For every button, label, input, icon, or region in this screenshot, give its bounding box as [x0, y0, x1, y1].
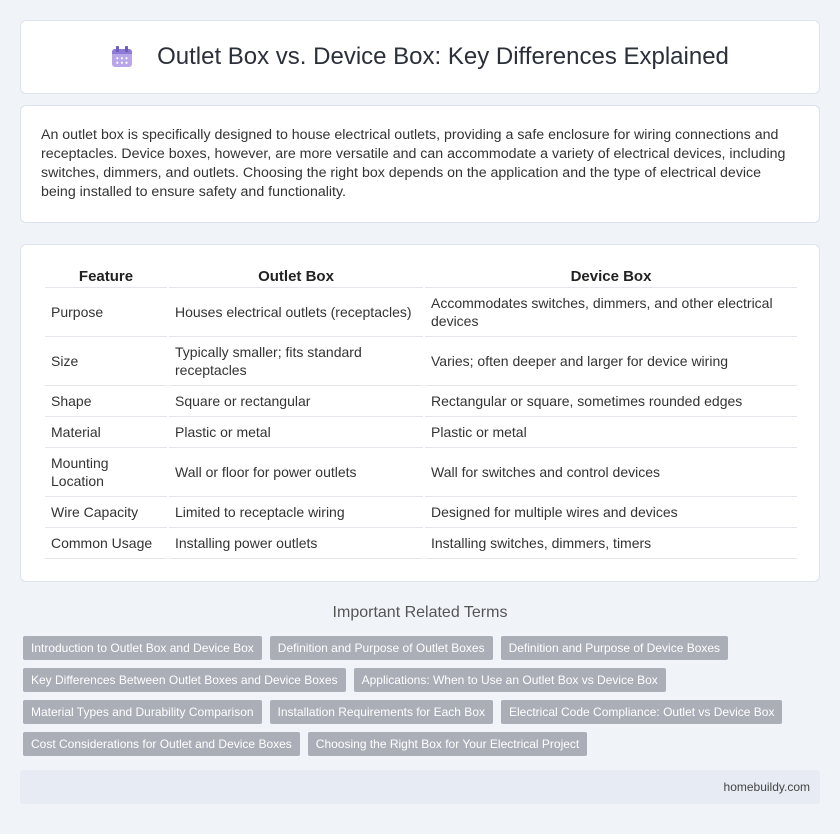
table-cell: Installing power outlets [169, 528, 423, 559]
table-row [45, 386, 797, 417]
table-row [45, 288, 797, 337]
comparison-table [43, 265, 799, 559]
comparison-table-card [20, 244, 820, 582]
table-cell: Houses electrical outlets (receptacles) [169, 288, 423, 337]
table-row [45, 497, 797, 528]
intro-card [20, 105, 820, 223]
table-cell: Rectangular or square, sometimes rounded edges [425, 386, 797, 417]
table-row [45, 337, 797, 386]
tag-row [23, 636, 823, 660]
table-cell: Limited to receptacle wiring [169, 497, 423, 528]
intro-text: An outlet box is specifically designed to house electrical outlets, providing a safe enclosure for wiring connections and receptacles. Device boxes, however, are more versatile and can accommodate a variety of electrical devices, including switches, dimmers, and outlets. Choosing the right box depends on the application and the type of electrical device being installed to ensure safety and functionality. [41, 127, 786, 200]
table-cell: Accommodates switches, dimmers, and other electrical devices [425, 288, 797, 337]
table-cell: Wall or floor for power outlets [169, 448, 423, 497]
table-cell: Plastic or metal [425, 417, 797, 448]
related-terms-tags [23, 636, 823, 764]
table-cell: Typically smaller; fits standard receptacles [169, 337, 423, 386]
column-header-device-box: Device Box [425, 265, 797, 288]
tag-link[interactable]: Key Differences Between Outlet Boxes and Device Boxes [23, 668, 346, 692]
tag-link[interactable]: Material Types and Durability Comparison [23, 700, 262, 724]
tag-link[interactable]: Applications: When to Use an Outlet Box vs Device Box [354, 668, 666, 692]
table-cell: Plastic or metal [169, 417, 423, 448]
table-cell: Square or rectangular [169, 386, 423, 417]
related-terms-title: Important Related Terms [332, 604, 508, 621]
table-cell: Installing switches, dimmers, timers [425, 528, 797, 559]
table-cell: Designed for multiple wires and devices [425, 497, 797, 528]
table-cell: Common Usage [45, 528, 167, 559]
footer [20, 770, 820, 804]
tag-link[interactable]: Definition and Purpose of Device Boxes [501, 636, 728, 660]
table-cell: Purpose [45, 288, 167, 337]
header-card [20, 20, 820, 94]
tag-link[interactable]: Electrical Code Compliance: Outlet vs Device Box [501, 700, 782, 724]
table-cell: Mounting Location [45, 448, 167, 497]
table-cell: Wall for switches and control devices [425, 448, 797, 497]
tag-link[interactable]: Installation Requirements for Each Box [270, 700, 493, 724]
table-header-row [45, 265, 797, 288]
tag-link[interactable]: Cost Considerations for Outlet and Device Boxes [23, 732, 300, 756]
column-header-outlet-box: Outlet Box [169, 265, 423, 288]
table-row [45, 528, 797, 559]
tag-link[interactable]: Choosing the Right Box for Your Electrical Project [308, 732, 587, 756]
table-cell: Shape [45, 386, 167, 417]
footer-site-link[interactable]: homebuildy.com [723, 780, 810, 794]
tag-row [23, 700, 823, 724]
tag-row [23, 668, 823, 692]
tag-row [23, 732, 823, 756]
page-title: Outlet Box vs. Device Box: Key Differences Explained [157, 43, 729, 70]
table-cell: Size [45, 337, 167, 386]
tag-link[interactable]: Definition and Purpose of Outlet Boxes [270, 636, 493, 660]
table-row [45, 448, 797, 497]
column-header-feature: Feature [45, 265, 167, 288]
table-cell: Material [45, 417, 167, 448]
table-cell: Varies; often deeper and larger for device wiring [425, 337, 797, 386]
calendar-icon [111, 46, 133, 68]
table-cell: Wire Capacity [45, 497, 167, 528]
tag-link[interactable]: Introduction to Outlet Box and Device Box [23, 636, 262, 660]
table-row [45, 417, 797, 448]
